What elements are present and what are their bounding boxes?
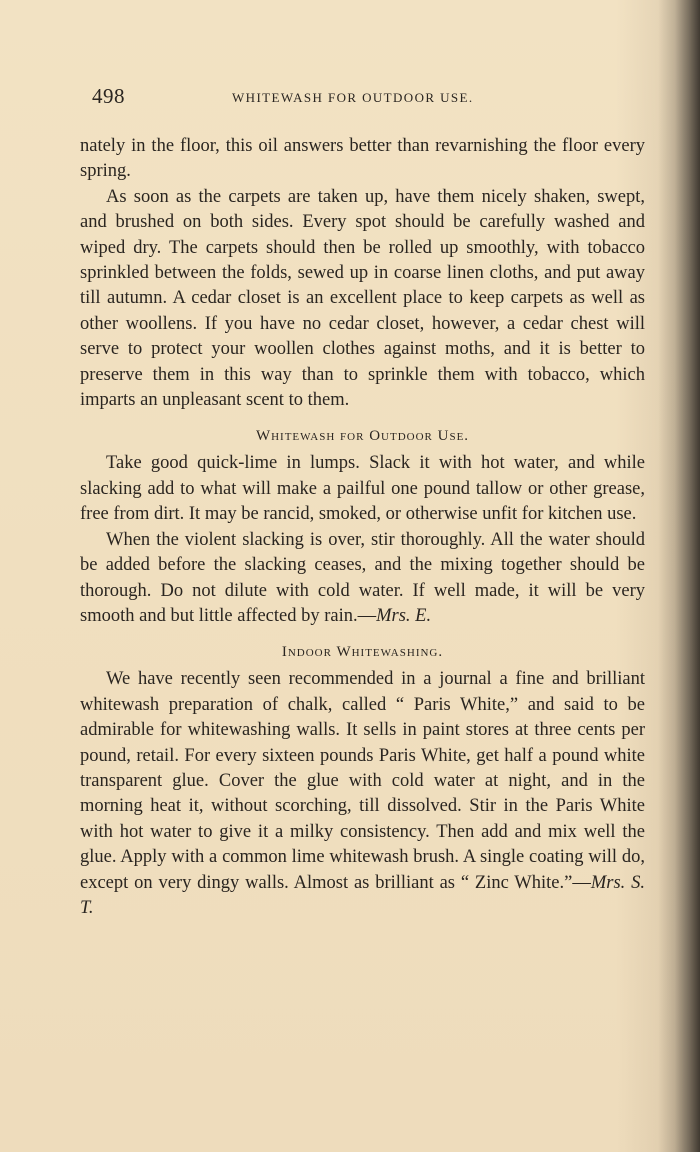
body-text	[80, 134, 645, 921]
paragraph-quick-lime: Take good quick-lime in lumps. Slack it with hot water, and while slacking add to what will make a pailful one pound tallow or other grease, free from dirt. It may be rancid, smoked, or otherwise unfit for kitchen use.	[80, 453, 645, 525]
running-head	[92, 84, 652, 112]
paragraph-slacking	[80, 528, 645, 630]
page-edge-shadow	[658, 0, 700, 1152]
section-heading-indoor-whitewashing: Indoor Whitewashing.	[281, 644, 444, 661]
running-title: WHITEWASH FOR OUTDOOR USE.	[232, 90, 474, 105]
attribution-mrs-s-t: Mrs. S. T.	[80, 872, 645, 918]
paragraph-paris-white-text: We have recently seen recommended in a journal a fine and brilliant whitewash preparation of chalk, called “ Paris White,” and said to be admirable for whitewashing walls. It sells in paint stores at three cents per pound, retail. For every sixteen pounds Paris White, get half a pound white transparent glue. Cover the glue with cold water at night, and in the morning heat it, without scorching, till dissolved. Stir in the Paris White with hot water to give it a milky consistency. Then add and mix well the glue. Apply with a common lime whitewash brush. A single coating will do, except on very dingy walls. Almost as brilliant as “ Zinc White.”—	[80, 669, 645, 893]
paragraph-continuation: nately in the floor, this oil answers better than revarnishing the floor every spring.	[80, 136, 645, 182]
paragraph-carpets: As soon as the carpets are taken up, have them nicely shaken, swept, and brushed on both sides. Every spot should be carefully washed and wiped dry. The carpets should then be rolled up smoothly, with tobacco sprinkled between the folds, sewed up in coarse linen cloths, and put away till autumn. A cedar closet is an excellent place to keep carpets as well as other woollens. If you have no cedar closet, however, a cedar chest will serve to protect your woollen clothes against moths, and it is better to preserve them in this way than to sprinkle them with tobacco, which imparts an unpleasant scent to them.	[80, 186, 645, 411]
section-heading-outdoor-whitewash: Whitewash for Outdoor Use.	[255, 428, 470, 445]
attribution-mrs-e: Mrs. E.	[376, 605, 432, 626]
paragraph-slacking-text: When the violent slacking is over, stir thoroughly. All the water should be added before the slacking ceases, and the mixing together should be thorough. Do not dilute with cold water. If well made, it will be very smooth and but little affected by rain.—	[80, 529, 645, 626]
paragraph-paris-white	[80, 667, 645, 921]
page-number: 498	[92, 84, 125, 108]
